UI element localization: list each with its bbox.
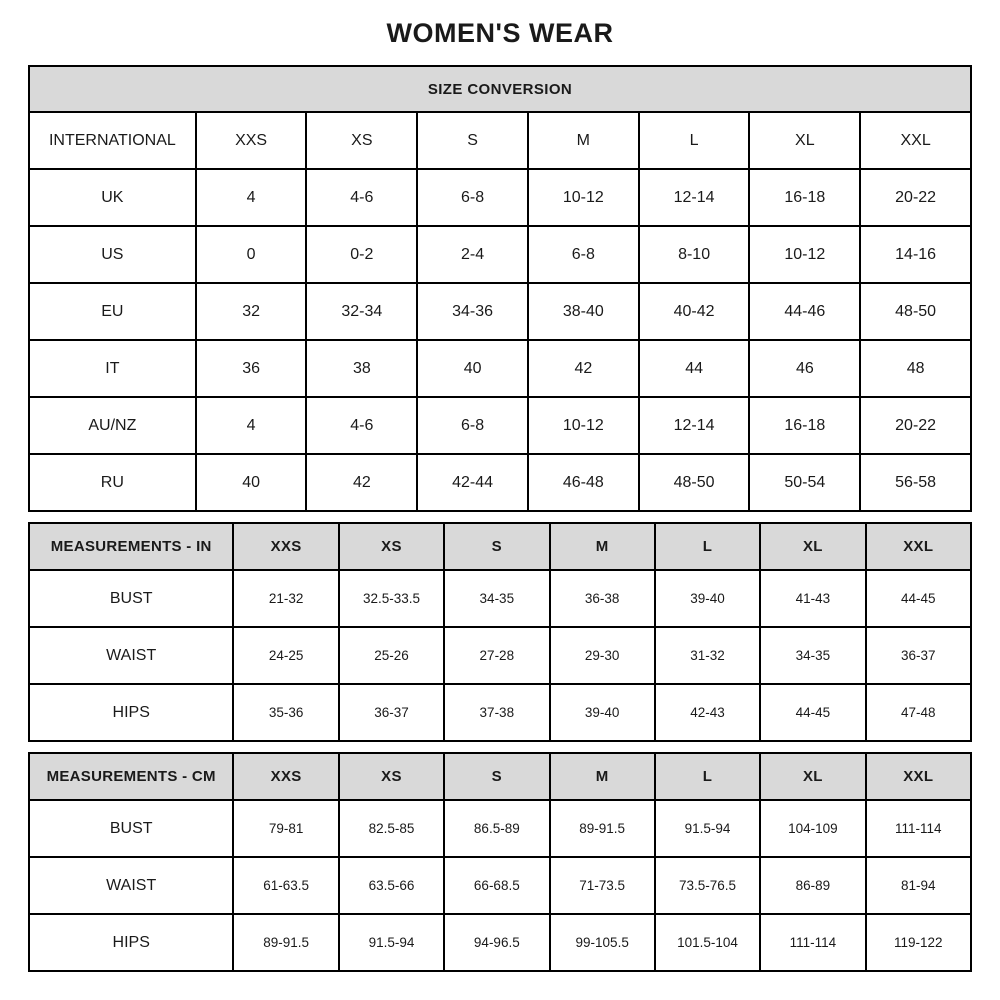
row-label: BUST <box>29 570 233 627</box>
table-row <box>29 684 971 741</box>
value-cell: 40 <box>196 454 307 511</box>
value-cell: 12-14 <box>639 169 750 226</box>
row-label-header: INTERNATIONAL <box>29 112 196 169</box>
value-cell: 91.5-94 <box>655 800 760 857</box>
size-column-header: L <box>655 753 760 800</box>
size-column-header: XS <box>339 753 444 800</box>
value-cell: 27-28 <box>444 627 549 684</box>
value-cell: 6-8 <box>528 226 639 283</box>
value-cell: 48-50 <box>860 283 971 340</box>
value-cell: 4-6 <box>306 397 417 454</box>
value-cell: 42-43 <box>655 684 760 741</box>
size-column-header: XL <box>760 753 865 800</box>
size-column-header: XS <box>306 112 417 169</box>
size-conversion-title: SIZE CONVERSION <box>29 66 971 112</box>
value-cell: 4-6 <box>306 169 417 226</box>
size-column-header: XXL <box>866 523 971 570</box>
value-cell: 10-12 <box>528 397 639 454</box>
row-label: AU/NZ <box>29 397 196 454</box>
row-label: EU <box>29 283 196 340</box>
value-cell: 71-73.5 <box>550 857 655 914</box>
value-cell: 32.5-33.5 <box>339 570 444 627</box>
table-caption-row <box>29 66 971 112</box>
value-cell: 81-94 <box>866 857 971 914</box>
value-cell: 42 <box>306 454 417 511</box>
value-cell: 119-122 <box>866 914 971 971</box>
value-cell: 46-48 <box>528 454 639 511</box>
table-row <box>29 857 971 914</box>
value-cell: 4 <box>196 397 307 454</box>
size-column-header: XXL <box>860 112 971 169</box>
value-cell: 6-8 <box>417 169 528 226</box>
value-cell: 35-36 <box>233 684 338 741</box>
value-cell: 4 <box>196 169 307 226</box>
size-column-header: XXS <box>233 753 338 800</box>
value-cell: 20-22 <box>860 169 971 226</box>
row-label-header: MEASUREMENTS - CM <box>29 753 233 800</box>
value-cell: 10-12 <box>528 169 639 226</box>
value-cell: 94-96.5 <box>444 914 549 971</box>
row-label-header: MEASUREMENTS - IN <box>29 523 233 570</box>
value-cell: 101.5-104 <box>655 914 760 971</box>
value-cell: 6-8 <box>417 397 528 454</box>
value-cell: 89-91.5 <box>550 800 655 857</box>
value-cell: 111-114 <box>866 800 971 857</box>
value-cell: 21-32 <box>233 570 338 627</box>
value-cell: 86-89 <box>760 857 865 914</box>
size-column-header: L <box>639 112 750 169</box>
value-cell: 111-114 <box>760 914 865 971</box>
table-row <box>29 800 971 857</box>
size-column-header: S <box>417 112 528 169</box>
size-column-header: XXS <box>196 112 307 169</box>
value-cell: 63.5-66 <box>339 857 444 914</box>
value-cell: 42 <box>528 340 639 397</box>
size-column-header: XS <box>339 523 444 570</box>
value-cell: 10-12 <box>749 226 860 283</box>
row-label: HIPS <box>29 914 233 971</box>
value-cell: 0 <box>196 226 307 283</box>
value-cell: 48 <box>860 340 971 397</box>
value-cell: 36-38 <box>550 570 655 627</box>
row-label: WAIST <box>29 627 233 684</box>
value-cell: 20-22 <box>860 397 971 454</box>
value-cell: 34-35 <box>760 627 865 684</box>
value-cell: 25-26 <box>339 627 444 684</box>
value-cell: 61-63.5 <box>233 857 338 914</box>
value-cell: 32-34 <box>306 283 417 340</box>
size-column-header: XXS <box>233 523 338 570</box>
size-chart-page <box>28 0 972 972</box>
value-cell: 36-37 <box>866 627 971 684</box>
table-row <box>29 283 971 340</box>
value-cell: 79-81 <box>233 800 338 857</box>
measurements-cm-body <box>29 753 971 971</box>
size-conversion-body <box>29 112 971 511</box>
table-row <box>29 570 971 627</box>
value-cell: 44-45 <box>866 570 971 627</box>
measurements-cm-table <box>28 752 972 972</box>
row-label: UK <box>29 169 196 226</box>
row-label: WAIST <box>29 857 233 914</box>
value-cell: 46 <box>749 340 860 397</box>
measurements-in-body <box>29 523 971 741</box>
value-cell: 39-40 <box>655 570 760 627</box>
value-cell: 42-44 <box>417 454 528 511</box>
table-row <box>29 454 971 511</box>
size-column-header: S <box>444 523 549 570</box>
column-header-row <box>29 753 971 800</box>
table-row <box>29 226 971 283</box>
value-cell: 31-32 <box>655 627 760 684</box>
size-column-header: L <box>655 523 760 570</box>
value-cell: 39-40 <box>550 684 655 741</box>
size-column-header: M <box>550 753 655 800</box>
value-cell: 48-50 <box>639 454 750 511</box>
value-cell: 41-43 <box>760 570 865 627</box>
value-cell: 40 <box>417 340 528 397</box>
page-title: WOMEN'S WEAR <box>386 18 614 48</box>
value-cell: 38 <box>306 340 417 397</box>
table-row <box>29 169 971 226</box>
size-column-header: XL <box>749 112 860 169</box>
value-cell: 66-68.5 <box>444 857 549 914</box>
value-cell: 16-18 <box>749 169 860 226</box>
value-cell: 104-109 <box>760 800 865 857</box>
table-row <box>29 340 971 397</box>
value-cell: 0-2 <box>306 226 417 283</box>
value-cell: 2-4 <box>417 226 528 283</box>
size-column-header: XXL <box>866 753 971 800</box>
value-cell: 34-36 <box>417 283 528 340</box>
column-header-row <box>29 523 971 570</box>
table-row <box>29 914 971 971</box>
row-label: US <box>29 226 196 283</box>
value-cell: 16-18 <box>749 397 860 454</box>
value-cell: 89-91.5 <box>233 914 338 971</box>
value-cell: 36-37 <box>339 684 444 741</box>
value-cell: 82.5-85 <box>339 800 444 857</box>
size-column-header: S <box>444 753 549 800</box>
value-cell: 91.5-94 <box>339 914 444 971</box>
row-label: HIPS <box>29 684 233 741</box>
value-cell: 99-105.5 <box>550 914 655 971</box>
table-row <box>29 627 971 684</box>
size-conversion-table <box>28 65 972 512</box>
value-cell: 47-48 <box>866 684 971 741</box>
row-label: BUST <box>29 800 233 857</box>
value-cell: 37-38 <box>444 684 549 741</box>
value-cell: 14-16 <box>860 226 971 283</box>
table-row <box>29 397 971 454</box>
row-label: IT <box>29 340 196 397</box>
value-cell: 38-40 <box>528 283 639 340</box>
value-cell: 32 <box>196 283 307 340</box>
size-column-header: M <box>528 112 639 169</box>
size-column-header: M <box>550 523 655 570</box>
value-cell: 36 <box>196 340 307 397</box>
value-cell: 86.5-89 <box>444 800 549 857</box>
value-cell: 29-30 <box>550 627 655 684</box>
value-cell: 8-10 <box>639 226 750 283</box>
value-cell: 44 <box>639 340 750 397</box>
value-cell: 12-14 <box>639 397 750 454</box>
value-cell: 44-45 <box>760 684 865 741</box>
value-cell: 44-46 <box>749 283 860 340</box>
measurements-in-table <box>28 522 972 742</box>
size-column-header: XL <box>760 523 865 570</box>
value-cell: 73.5-76.5 <box>655 857 760 914</box>
row-label: RU <box>29 454 196 511</box>
value-cell: 34-35 <box>444 570 549 627</box>
value-cell: 50-54 <box>749 454 860 511</box>
value-cell: 24-25 <box>233 627 338 684</box>
value-cell: 56-58 <box>860 454 971 511</box>
column-header-row <box>29 112 971 169</box>
value-cell: 40-42 <box>639 283 750 340</box>
